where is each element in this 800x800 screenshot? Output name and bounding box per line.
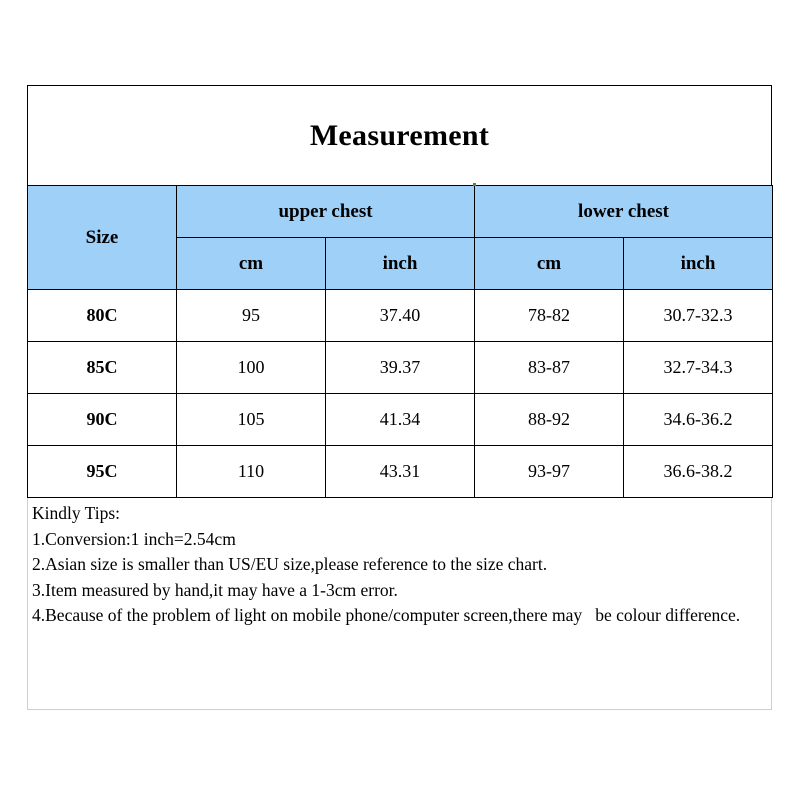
lower-chest-inch-cell: 36.6-38.2 <box>624 446 773 498</box>
size-column-header: Size <box>28 186 177 290</box>
tip-asian-size: 2.Asian size is smaller than US/EU size,please reference to the size chart. <box>32 554 548 574</box>
unit-header-upper-inch: inch <box>326 238 475 290</box>
page-title: Measurement <box>309 118 490 152</box>
size-cell: 95C <box>28 446 177 498</box>
unit-header-lower-cm: cm <box>475 238 624 290</box>
upper-chest-inch-cell: 39.37 <box>326 342 475 394</box>
upper-chest-cm-cell: 100 <box>177 342 326 394</box>
table-row <box>28 394 773 446</box>
upper-chest-cm-cell: 110 <box>177 446 326 498</box>
size-chart <box>27 85 772 710</box>
upper-chest-cm-cell: 105 <box>177 394 326 446</box>
upper-chest-inch-cell: 43.31 <box>326 446 475 498</box>
size-table <box>27 185 773 498</box>
lower-chest-inch-cell: 30.7-32.3 <box>624 290 773 342</box>
tips-box <box>27 498 772 710</box>
lower-chest-cm-cell: 83-87 <box>475 342 624 394</box>
upper-chest-cm-cell: 95 <box>177 290 326 342</box>
tip-measured-by-hand: 3.Item measured by hand,it may have a 1-3cm error. <box>32 579 398 600</box>
cell-marker <box>473 183 476 186</box>
upper-chest-inch-cell: 41.34 <box>326 394 475 446</box>
lower-chest-cm-cell: 93-97 <box>475 446 624 498</box>
lower-chest-header: lower chest <box>475 186 773 238</box>
title-box <box>27 85 772 185</box>
lower-chest-inch-cell: 34.6-36.2 <box>624 394 773 446</box>
tip-colour-difference: 4.Because of the problem of light on mobile phone/computer screen,there may be colour difference. <box>32 605 741 625</box>
size-cell: 80C <box>28 290 177 342</box>
tips-heading: Kindly Tips: <box>32 503 121 523</box>
lower-chest-cm-cell: 78-82 <box>475 290 624 342</box>
tip-conversion: 1.Conversion:1 inch=2.54cm <box>32 528 236 549</box>
upper-chest-header: upper chest <box>177 186 475 238</box>
lower-chest-cm-cell: 88-92 <box>475 394 624 446</box>
table-row <box>28 446 773 498</box>
unit-header-lower-inch: inch <box>624 238 773 290</box>
table-row <box>28 290 773 342</box>
size-cell: 90C <box>28 394 177 446</box>
lower-chest-inch-cell: 32.7-34.3 <box>624 342 773 394</box>
size-cell: 85C <box>28 342 177 394</box>
unit-header-upper-cm: cm <box>177 238 326 290</box>
table-row <box>28 342 773 394</box>
header-row-groups <box>28 186 773 238</box>
upper-chest-inch-cell: 37.40 <box>326 290 475 342</box>
